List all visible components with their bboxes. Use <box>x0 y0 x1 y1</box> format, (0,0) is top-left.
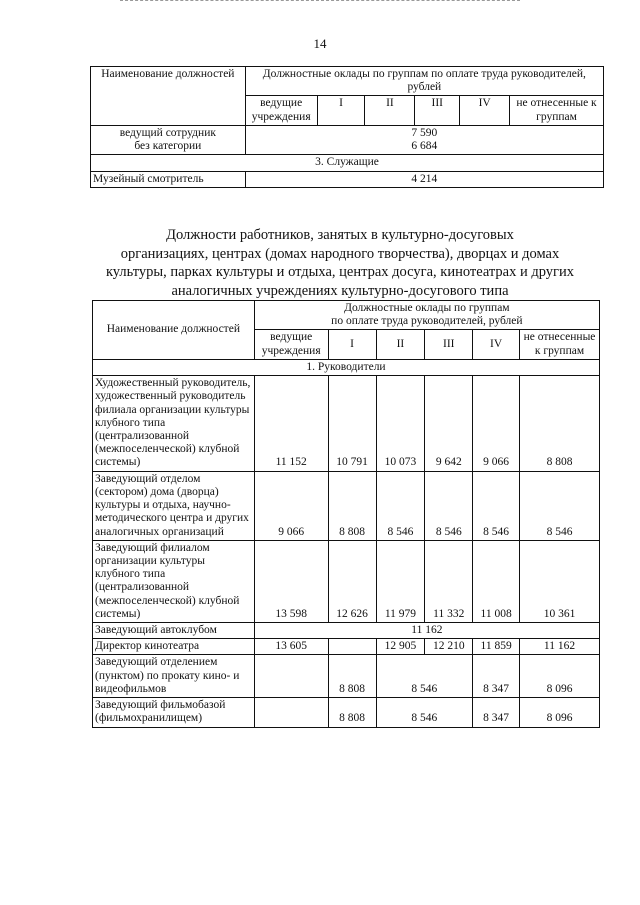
header-salary: Должностные оклады по группам по оплате труда руководителей, рублей <box>245 67 603 96</box>
value-cell: 8 347 <box>473 698 520 727</box>
row-name: ведущий сотрудник без категории <box>91 125 246 154</box>
table-row <box>93 471 600 540</box>
value-cell: 8 808 <box>328 698 376 727</box>
value-cell: 8 347 <box>473 655 520 698</box>
group-3: III <box>425 330 473 359</box>
value-cell: 8 096 <box>520 655 600 698</box>
group-none: не отнесенные к группам <box>510 96 604 125</box>
salary-table-continued <box>90 66 604 188</box>
value-cell <box>254 655 328 698</box>
value-cell: 8 546 <box>520 471 600 540</box>
group-none: не отнесенные к группам <box>520 330 600 359</box>
section-title: Должности работников, занятых в культурно-досуговых организациях, центрах (домах народного творчества), дворцах и домах культуры, парках культуры и отдыха, центрах досуга, кинотеатрах и других аналогичных учреждениях культурно-досугового типа <box>105 227 575 299</box>
header-name: Наименование должностей <box>93 301 255 360</box>
group-1: I <box>328 330 376 359</box>
value-cell: 12 626 <box>328 540 376 622</box>
value-cell: 9 066 <box>473 376 520 472</box>
value-cell: 9 066 <box>254 471 328 540</box>
value-cell: 10 073 <box>376 376 425 472</box>
value-cell: 11 152 <box>254 376 328 472</box>
value-cell-merged: 11 162 <box>254 623 599 639</box>
value-cell: 12 905 <box>376 639 425 655</box>
value-cell: 13 605 <box>254 639 328 655</box>
page-number: 14 <box>313 36 327 51</box>
group-4: IV <box>473 330 520 359</box>
value-cell: 11 859 <box>473 639 520 655</box>
value-cell: 8 808 <box>520 376 600 472</box>
top-edge-line <box>120 0 520 3</box>
row-values: 7 590 6 684 <box>245 125 603 154</box>
table-row <box>93 655 600 698</box>
row-value: 4 214 <box>245 171 603 187</box>
table-row <box>91 125 604 154</box>
header-name: Наименование должностей <box>91 67 246 126</box>
group-leading: ведущие учреждения <box>245 96 317 125</box>
value-cell: 8 546 <box>425 471 473 540</box>
value-cell: 8 546 <box>376 655 473 698</box>
value-cell: 10 791 <box>328 376 376 472</box>
table-row <box>93 376 600 472</box>
section-heading: 1. Руководители <box>93 359 600 375</box>
table-row <box>93 639 600 655</box>
row-name: Заведующий отделом (сектором) дома (дворца) культуры и отдыха, научно-методического центра и других аналогичных организаций <box>93 471 255 540</box>
row-name: Музейный смотритель <box>91 171 246 187</box>
value-cell: 12 210 <box>425 639 473 655</box>
value-cell: 10 361 <box>520 540 600 622</box>
row-name: Заведующий филиалом организации культуры клубного типа (централизованной (межпоселенческой) клубной системы) <box>93 540 255 622</box>
section-heading: 3. Служащие <box>91 155 604 171</box>
table-row <box>93 698 600 727</box>
row-name: Заведующий автоклубом <box>93 623 255 639</box>
group-leading: ведущие учреждения <box>254 330 328 359</box>
value-cell: 11 162 <box>520 639 600 655</box>
group-3: III <box>415 96 460 125</box>
row-name: Директор кинотеатра <box>93 639 255 655</box>
value-cell: 11 332 <box>425 540 473 622</box>
row-name: Заведующий отделением (пунктом) по прокату кино- и видеофильмов <box>93 655 255 698</box>
salary-table-culture <box>92 300 600 728</box>
value-cell <box>328 639 376 655</box>
value-cell: 8 808 <box>328 471 376 540</box>
value-cell: 13 598 <box>254 540 328 622</box>
group-1: I <box>317 96 365 125</box>
row-name: Заведующий фильмобазой (фильмохранилищем) <box>93 698 255 727</box>
group-2: II <box>365 96 415 125</box>
group-2: II <box>376 330 425 359</box>
value-cell: 8 808 <box>328 655 376 698</box>
table-row <box>91 171 604 187</box>
group-4: IV <box>460 96 510 125</box>
table-row <box>93 540 600 622</box>
value-cell: 8 546 <box>473 471 520 540</box>
value-cell: 8 546 <box>376 698 473 727</box>
value-cell: 11 979 <box>376 540 425 622</box>
value-cell <box>254 698 328 727</box>
value-cell: 9 642 <box>425 376 473 472</box>
value-cell: 8 546 <box>376 471 425 540</box>
header-salary: Должностные оклады по группам по оплате труда руководителей, рублей <box>254 301 599 330</box>
value-cell: 11 008 <box>473 540 520 622</box>
table-row <box>93 623 600 639</box>
value-cell: 8 096 <box>520 698 600 727</box>
row-name: Художественный руководитель, художественный руководитель филиала организации культуры клубного типа (централизованной (межпоселенческой) клубной системы) <box>93 376 255 472</box>
